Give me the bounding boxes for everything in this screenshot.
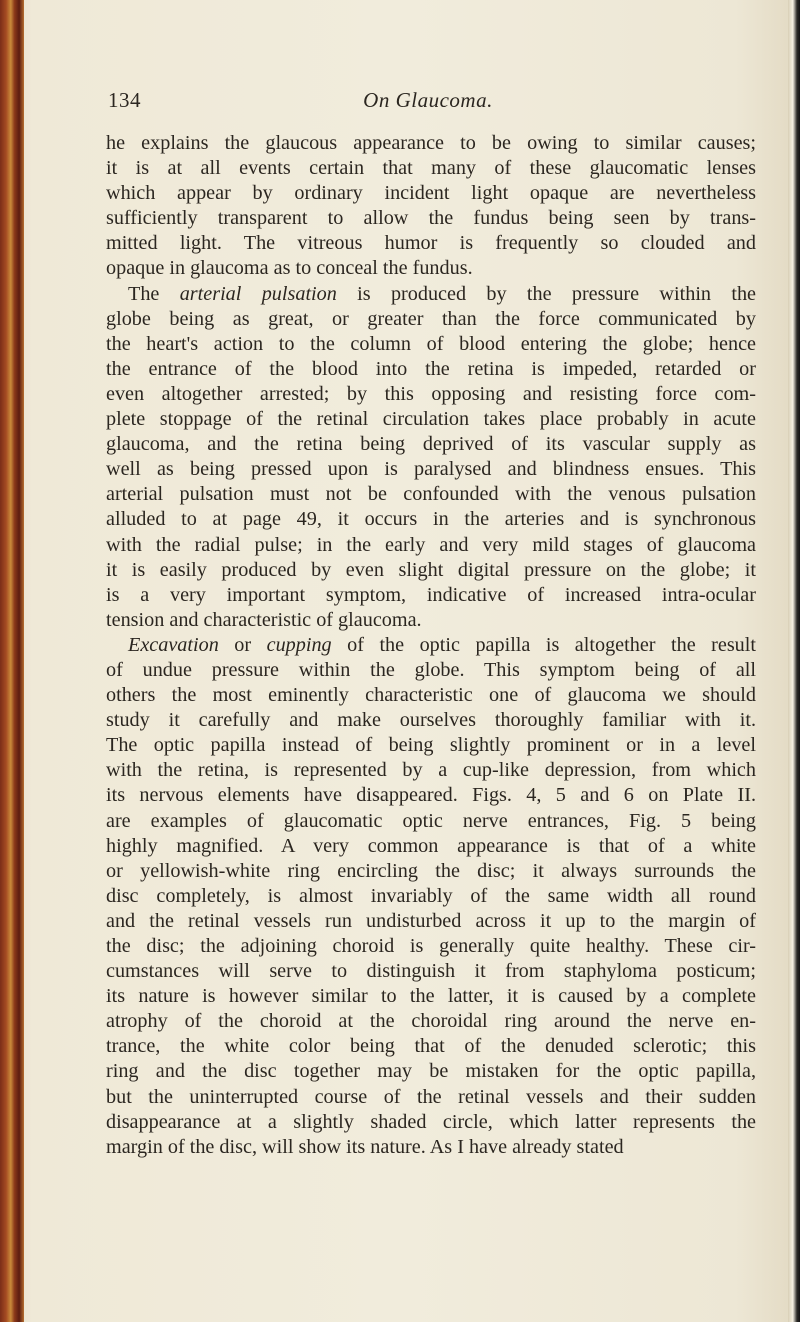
text-line [106,457,756,482]
text-segment: sufficiently transparent to allow the fundus being seen by trans- [106,207,756,230]
text-line [106,959,756,984]
text-line [106,708,756,733]
text-segment: study it carefully and make ourselves thoroughly familiar with it. [106,709,756,732]
text-segment: The [128,282,180,305]
page-edge-shadow [788,0,800,1322]
text-segment: the entrance of the blood into the retina is impeded, retarded or [106,357,756,380]
text-segment: or yellowish-white ring encircling the disc; it always surrounds the [106,859,756,882]
text-segment: of the optic papilla is altogether the result [331,633,756,656]
text-line [106,758,756,783]
text-segment: its nervous elements have disappeared. Figs. 4, 5 and 6 on Plate II. [106,784,756,807]
text-line [106,1085,756,1110]
text-line [106,558,756,583]
text-segment: atrophy of the choroid at the choroidal ring around the nerve en- [106,1010,756,1033]
text-segment: even altogether arrested; by this opposing and resisting force com- [106,382,756,405]
text-line [106,809,756,834]
text-segment: disappearance at a slightly shaded circle, which latter represents the [106,1110,756,1133]
text-segment: plete stoppage of the retinal circulation takes place probably in acute [106,408,756,431]
text-segment: with the retina, is represented by a cup-like depression, from which [106,759,756,782]
text-line [106,382,756,407]
text-line [106,407,756,432]
text-segment: and the retinal vessels run undisturbed across it up to the margin of [106,909,756,932]
text-line [106,156,756,181]
text-segment: trance, the white color being that of the denuded sclerotic; this [106,1035,756,1058]
text-segment: tension and characteristic of glaucoma. [106,608,422,631]
text-segment: opaque in glaucoma as to conceal the fundus. [106,257,473,280]
text-segment: alluded to at page 49, it occurs in the arteries and is synchronous [106,508,756,531]
text-segment: mitted light. The vitreous humor is frequently so clouded and [106,232,756,255]
text-line [106,432,756,457]
text-segment: ring and the disc together may be mistaken for the optic papilla, [106,1060,756,1083]
text-segment: glaucoma, and the retina being deprived of its vascular supply as [106,433,756,456]
text-line [106,633,756,658]
text-line [106,231,756,256]
text-line [106,909,756,934]
text-segment: is a very important symptom, indicative of increased intra-ocular [106,583,756,606]
italic-term: cupping [266,633,332,656]
text-line [106,1135,756,1160]
text-line [106,131,756,156]
text-line [106,859,756,884]
text-line [106,357,756,382]
italic-term: arterial pulsation [179,282,337,305]
text-line [106,1009,756,1034]
text-segment: is produced by the pressure within the [336,282,756,305]
text-segment: arterial pulsation must not be confounded with the venous pulsation [106,483,756,506]
text-line [106,984,756,1009]
text-line [106,282,756,307]
text-line [106,583,756,608]
text-segment: The optic papilla instead of being slightly prominent or in a level [106,734,756,757]
text-line [106,608,756,633]
text-line [106,884,756,909]
text-segment: margin of the disc, will show its nature. As I have already stated [106,1135,624,1158]
text-segment: disc completely, is almost invariably of the same width all round [106,884,756,907]
text-segment: which appear by ordinary incident light opaque are nevertheless [106,182,756,205]
text-segment: the disc; the adjoining choroid is generally quite healthy. These cir- [106,935,756,957]
text-line [106,482,756,507]
text-line [106,683,756,708]
page-number: 134 [108,88,141,112]
italic-term: Excavation [128,633,219,656]
text-line [106,834,756,859]
text-segment: its nature is however similar to the latter, it is caused by a complete [106,985,756,1008]
text-line [106,256,756,281]
text-line [106,533,756,558]
text-line [106,733,756,758]
page-header [108,88,748,116]
text-line [106,181,756,206]
text-line [106,507,756,532]
text-segment: highly magnified. A very common appearance is that of a white [106,834,756,857]
text-segment: globe being as great, or greater than the force communicated by [106,307,756,330]
text-segment: it is easily produced by even slight digital pressure on the globe; it [106,558,756,581]
text-segment: he explains the glaucous appearance to be owing to similar causes; [106,132,756,154]
text-segment: but the uninterrupted course of the retinal vessels and their sudden [106,1085,756,1108]
text-line [106,658,756,683]
text-line [106,1110,756,1135]
running-head: On Glaucoma. [363,88,493,112]
text-segment: of undue pressure within the globe. This symptom being of all [106,658,756,681]
text-segment: it is at all events certain that many of these glaucomatic lenses [106,157,756,180]
text-segment: with the radial pulse; in the early and very mild stages of glaucoma [106,533,756,556]
text-line [106,307,756,332]
text-line [106,783,756,808]
text-segment: well as being pressed upon is paralysed and blindness ensues. This [106,458,756,481]
body-text [106,131,756,1160]
text-line [106,934,756,959]
text-segment: the heart's action to the column of blood entering the globe; hence [106,332,756,355]
text-segment: others the most eminently characteristic one of glaucoma we should [106,684,756,707]
text-segment: or [218,633,267,656]
text-line [106,332,756,357]
text-segment: cumstances will serve to distinguish it from staphyloma posticum; [106,960,756,983]
text-line [106,206,756,231]
text-line [106,1034,756,1059]
text-line [106,1059,756,1084]
text-segment: are examples of glaucomatic optic nerve entrances, Fig. 5 being [106,809,756,832]
book-binding-edge [0,0,24,1322]
